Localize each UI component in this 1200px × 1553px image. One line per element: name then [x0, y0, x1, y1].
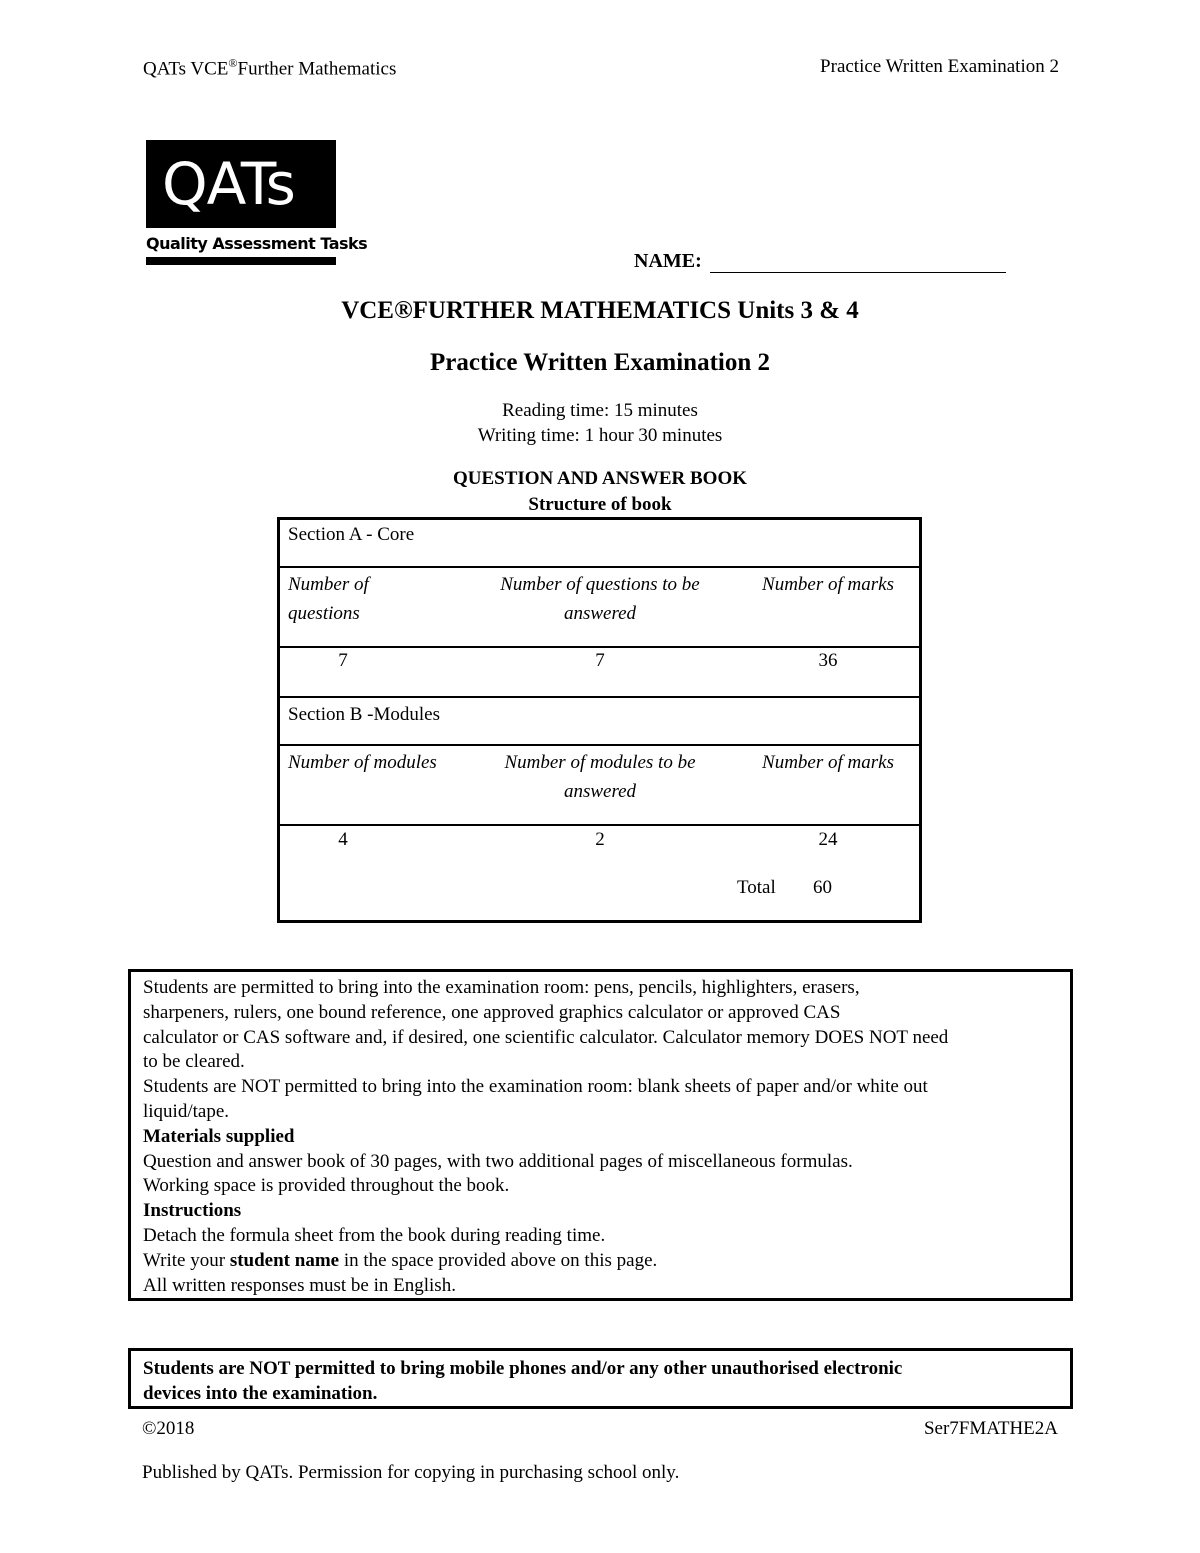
- permitted-line-2: sharpeners, rulers, one bound reference, one approved graphics calculator or approved CAS: [143, 1001, 841, 1023]
- total-label: Total: [737, 877, 776, 898]
- instruction-line-2-bold: student name: [229, 1249, 340, 1271]
- section-b-col2-line1: Number of modules to be: [504, 752, 696, 773]
- structure-heading: Structure of book: [528, 494, 672, 515]
- instruction-line-3: All written responses must be in English.: [143, 1274, 456, 1296]
- section-a-col1-line1: Number of: [288, 574, 369, 595]
- section-a-col3-header: Number of marks: [762, 574, 894, 595]
- warning-line-1: Students are NOT permitted to bring mobile phones and/or any other unauthorised electronic: [143, 1358, 903, 1379]
- not-permitted-line-2: liquid/tape.: [143, 1100, 230, 1122]
- exam-title: VCE®FURTHER MATHEMATICS Units 3 & 4: [341, 297, 859, 324]
- total-value: 60: [813, 877, 832, 898]
- section-b-title: Section B -Modules: [288, 704, 440, 725]
- section-b-header-row: [280, 746, 919, 826]
- section-a-col2-line2: answered: [563, 603, 637, 624]
- section-a-col1-header: [288, 570, 468, 628]
- logo-subtitle: Quality Assessment Tasks: [146, 234, 368, 253]
- name-blank-line: [710, 252, 1006, 273]
- logo-mark: QATs: [146, 140, 336, 228]
- section-b-col2-line2: answered: [563, 781, 637, 802]
- section-b-num-answered: 2: [595, 829, 605, 850]
- structure-table: [277, 517, 922, 923]
- qats-logo: [146, 140, 368, 265]
- header-left-suffix: Further Mathematics: [237, 58, 397, 80]
- section-a-values-row: [280, 648, 919, 698]
- section-a-title-row: [280, 520, 919, 568]
- instructions-heading: Instructions: [143, 1200, 242, 1222]
- materials-line-1: Question and answer book of 30 pages, with two additional pages of miscellaneous formulas.: [143, 1150, 853, 1172]
- not-permitted-line-1: Students are NOT permitted to bring into the examination room: blank sheets of paper and/or white out: [143, 1076, 928, 1098]
- logo-bar: [146, 257, 336, 265]
- section-a-num-questions: 7: [338, 650, 348, 671]
- running-header-right: Practice Written Examination 2: [820, 56, 1059, 77]
- materials-heading: Materials supplied: [143, 1125, 295, 1147]
- writing-time: Writing time: 1 hour 30 minutes: [477, 425, 723, 446]
- section-a-num-answered: 7: [595, 650, 605, 671]
- warning-line-2: devices into the examination.: [143, 1383, 378, 1404]
- instruction-line-2: [143, 1249, 1058, 1274]
- section-b-col3-header: Number of marks: [762, 752, 894, 773]
- reading-time: Reading time: 15 minutes: [502, 400, 698, 421]
- registered-mark: ®: [228, 56, 238, 70]
- section-b-num-modules: 4: [338, 829, 348, 850]
- running-header-left: [143, 56, 396, 80]
- permitted-line-4: to be cleared.: [143, 1051, 245, 1073]
- copyright: ©2018: [142, 1418, 195, 1439]
- student-name-field: [634, 250, 1006, 273]
- section-a-num-marks: 36: [818, 650, 838, 671]
- section-a-col2-header: [480, 570, 720, 628]
- name-label: NAME:: [634, 250, 702, 272]
- section-b-title-row: [280, 698, 919, 746]
- permitted-line-3: calculator or CAS software and, if desired, one scientific calculator. Calculator memory DOES NOT need: [143, 1026, 949, 1048]
- document-code: Ser7FMATHE2A: [923, 1418, 1058, 1439]
- book-heading: QUESTION AND ANSWER BOOK: [452, 468, 748, 489]
- materials-line-2: Working space is provided throughout the book.: [143, 1175, 510, 1197]
- section-a-header-row: [280, 568, 919, 648]
- section-b-col2-header: [480, 748, 720, 806]
- exam-subtitle: Practice Written Examination 2: [430, 349, 770, 376]
- section-a-title: Section A - Core: [288, 524, 415, 545]
- section-b-values-row: [280, 826, 919, 920]
- section-a-col2-line1: Number of questions to be: [500, 574, 700, 595]
- instruction-line-2-pre: Write your: [143, 1249, 230, 1271]
- section-a-col1-line2: questions: [288, 603, 360, 624]
- instruction-line-1: Detach the formula sheet from the book during reading time.: [143, 1224, 606, 1246]
- section-b-num-marks: 24: [818, 829, 838, 850]
- instruction-line-2-post: in the space provided above on this page.: [339, 1249, 658, 1271]
- permitted-line-1: Students are permitted to bring into the examination room: pens, pencils, highlighters, erasers,: [143, 977, 860, 998]
- header-left-prefix: QATs VCE: [143, 58, 229, 80]
- section-b-col1-header: Number of modules: [288, 752, 437, 773]
- publisher-note: Published by QATs. Permission for copying in purchasing school only.: [142, 1462, 680, 1483]
- instructions-box: [128, 969, 1073, 1301]
- mobile-phone-warning-box: [128, 1348, 1073, 1409]
